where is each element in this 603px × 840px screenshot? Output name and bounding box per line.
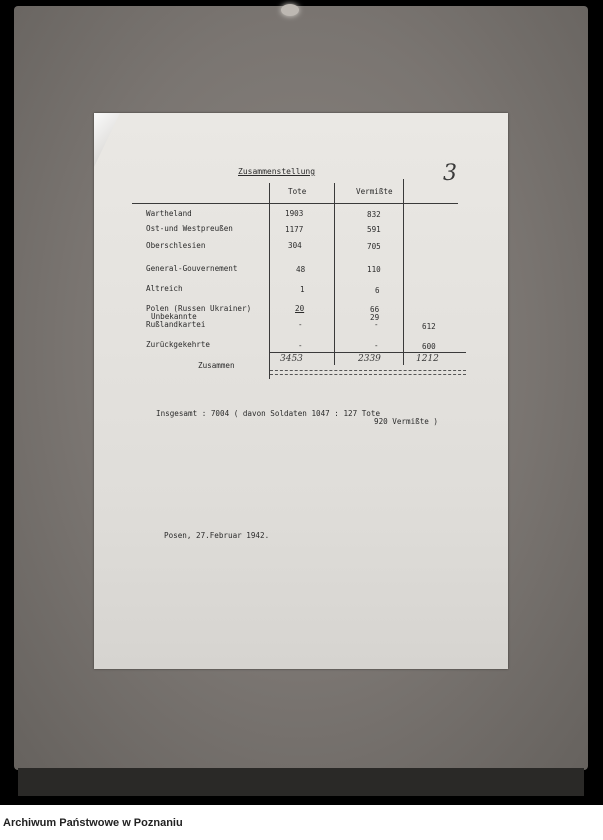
- header-rule: [132, 203, 458, 204]
- folded-corner: [94, 113, 120, 167]
- row-region: Oberschlesien: [146, 241, 206, 250]
- row-vermisste: 29: [370, 313, 380, 322]
- column-divider-2: [334, 183, 335, 365]
- row-region: Rußlandkartei: [146, 320, 206, 329]
- row-region: General-Gouvernement: [146, 264, 238, 273]
- column-divider-3: [403, 179, 404, 365]
- row-tote: 1903: [285, 209, 304, 218]
- archive-footer: [0, 805, 603, 840]
- row-region: Zurückgekehrte: [146, 340, 211, 349]
- total-rule: [270, 352, 466, 353]
- place-date: Posen, 27.Februar 1942.: [164, 531, 270, 540]
- row-tote: -: [298, 341, 303, 350]
- summary-line-2: 920 Vermißte ): [374, 417, 439, 426]
- row-region: Polen (Russen Ukrainer): [146, 304, 252, 313]
- row-tote: -: [298, 320, 303, 329]
- total-extra: 1212: [416, 354, 439, 364]
- row-region: Ost-und Westpreußen: [146, 224, 233, 233]
- column-divider-1: [269, 183, 270, 379]
- row-vermisste: -: [374, 341, 379, 350]
- pin-mark: [281, 4, 299, 16]
- row-tote: 304: [288, 241, 302, 250]
- row-tote: 1: [300, 285, 305, 294]
- document-title: Zusammenstellung: [238, 167, 316, 176]
- total-double-rule: [270, 370, 466, 375]
- header-vermisste: Vermißte: [356, 187, 393, 196]
- row-vermisste: 6: [375, 286, 380, 295]
- header-tote: Tote: [288, 187, 307, 196]
- row-tote: 48: [296, 265, 306, 274]
- total-tote: 3453: [280, 354, 303, 364]
- row-vermisste: 832: [367, 210, 381, 219]
- total-vermisste: 2339: [358, 354, 381, 364]
- row-vermisste: 705: [367, 242, 381, 251]
- board-shadow: [18, 768, 584, 796]
- row-region: Wartheland: [146, 209, 192, 218]
- row-vermisste: 66: [370, 305, 380, 314]
- row-vermisste: 110: [367, 265, 381, 274]
- row-vermisste: -: [374, 320, 379, 329]
- document-page: [94, 113, 508, 669]
- row-extra: 612: [422, 322, 436, 331]
- row-region: Unbekannte: [151, 312, 197, 321]
- row-tote: 1177: [285, 225, 304, 234]
- row-extra: 600: [422, 342, 436, 351]
- page-mark: 3: [443, 161, 457, 186]
- summary-line-1: Insgesamt : 7004 ( davon Soldaten 1047 : 127 Tote: [156, 409, 381, 418]
- row-region: Altreich: [146, 284, 183, 293]
- row-vermisste: 591: [367, 225, 381, 234]
- total-label: Zusammen: [198, 361, 235, 370]
- row-tote: 20: [295, 304, 305, 313]
- archive-name: Archiwum Państwowe w Poznaniu: [3, 817, 183, 829]
